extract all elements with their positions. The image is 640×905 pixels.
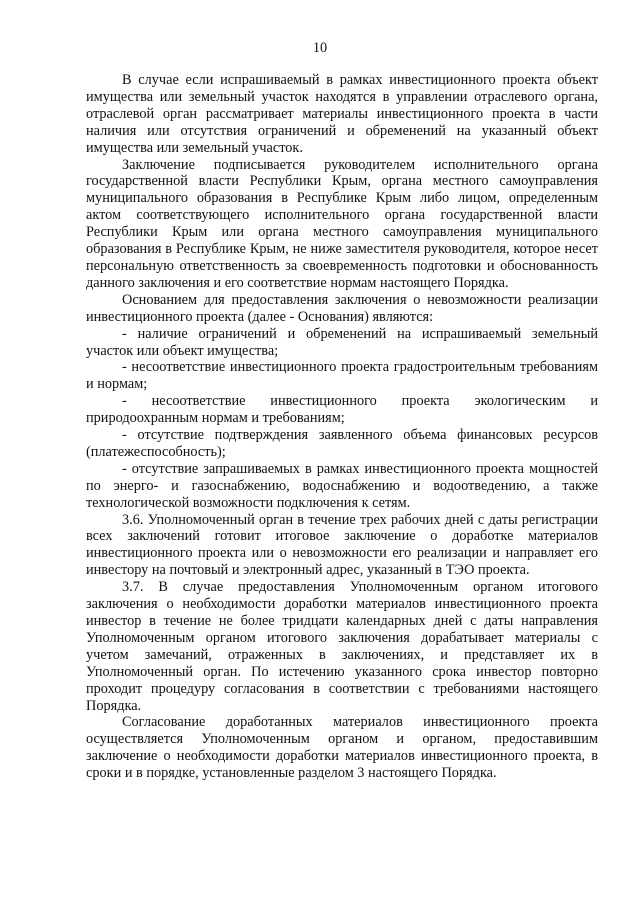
page-number: 10 — [312, 40, 328, 56]
paragraph-signature-responsibility: Заключение подписывается руководителем исполнительного органа государственной власти Республики Крым, органа местного самоуправления муниципального образования в Республике Крым либо лицом, определенным актом соответствующего исполнительного органа государственной власти Республики Крым или органа местного самоуправления муниципального образования в Республике Крым, не ниже заместителя руководителя, которое несет персональную ответственность за своевременность подготовки и обоснованность данного заключения и его соответствие нормам настоящего Порядка. — [86, 156, 598, 291]
paragraph-approval: Согласование доработанных материалов инвестиционного проекта осуществляется Уполномоченным органом и органом, предоставившим заключение о необходимости доработки материалов инвестиционного проекта, в сроки и в порядке, установленные разделом 3 настоящего Порядка. — [86, 714, 598, 782]
paragraph-asset-management: В случае если испрашиваемый в рамках инвестиционного проекта объект имущества или земельный участок находятся в управлении отраслевого органа, отраслевой орган рассматривает материалы инвестиционного проекта в части наличия или отсутствия ограничений и обременений на указанный объект имущества или земельный участок. — [86, 72, 598, 156]
document-body — [86, 72, 598, 782]
list-item-encumbrances: - наличие ограничений и обременений на испрашиваемый земельный участок или объект имущества; — [86, 325, 598, 359]
list-item-financial: - отсутствие подтверждения заявленного объема финансовых ресурсов (платежеспособность); — [86, 427, 598, 460]
list-item-urban-planning: - несоответствие инвестиционного проекта градостроительным требованиям и нормам; — [86, 359, 598, 393]
paragraph-grounds-intro: Основанием для предоставления заключения о невозможности реализации инвестиционного проекта (далее - Основания) являются: — [86, 291, 598, 325]
list-item-environmental: - несоответствие инвестиционного проекта экологическим и природоохранным нормам и требованиям; — [86, 393, 598, 427]
paragraph-section-3-6: 3.6. Уполномоченный орган в течение трех рабочих дней с даты регистрации всех заключений готовит итоговое заключение о доработке материалов инвестиционного проекта или о невозможности его реализации и направляет его инвестору на почтовый и электронный адрес, указанный в ТЭО проекта. — [86, 511, 598, 579]
paragraph-section-3-7: 3.7. В случае предоставления Уполномоченным органом итогового заключения о необходимости доработки материалов инвестиционного проекта инвестор в течение не более тридцати календарных дней с даты направления Уполномоченным органом итогового заключения дорабатывает материалы с учетом замечаний, отраженных в заключениях, и представляет их в Уполномоченный орган. По истечению указанного срока инвестор повторно проходит процедуру согласования в соответствии с требованиями настоящего Порядка. — [86, 579, 598, 714]
list-item-utilities: - отсутствие запрашиваемых в рамках инвестиционного проекта мощностей по энерго- и газоснабжению, водоснабжению и водоотведению, а также технологической возможности подключения к сетям. — [86, 460, 598, 511]
